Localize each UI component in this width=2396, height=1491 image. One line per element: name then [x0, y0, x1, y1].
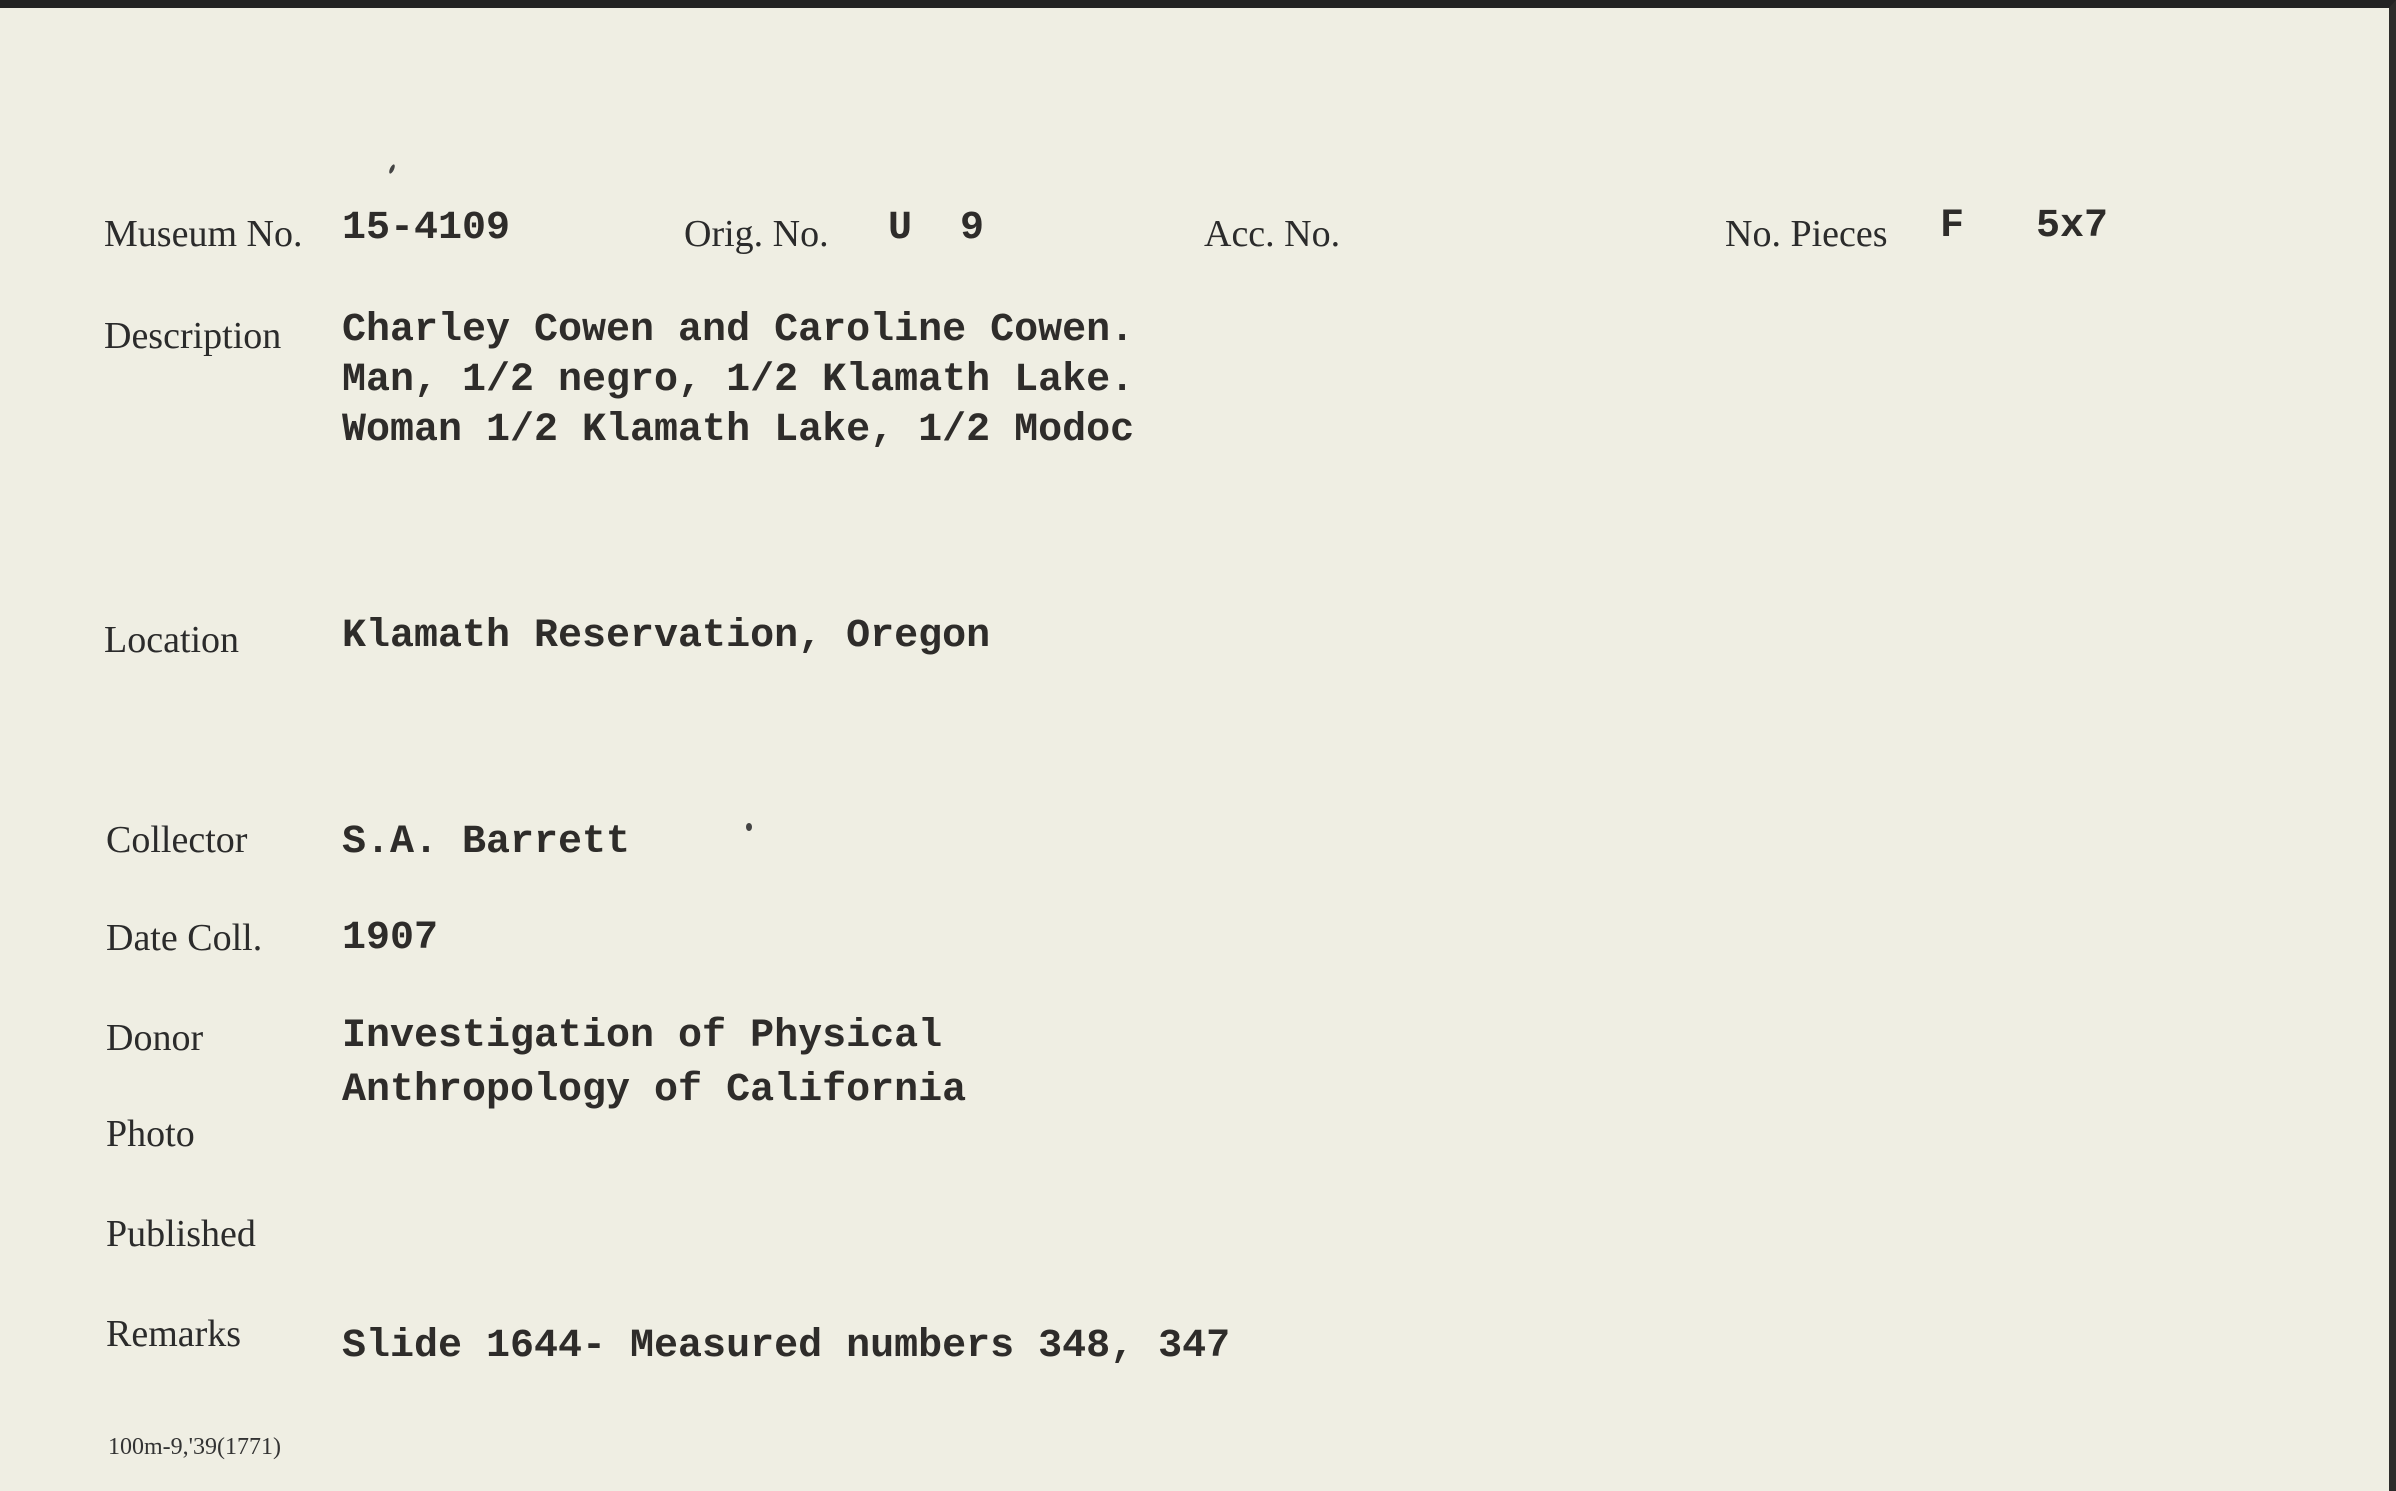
orig-no-value: U 9 [888, 206, 985, 251]
no-pieces-value: F 5x7 [1940, 204, 2109, 249]
collector-label: Collector [106, 819, 248, 861]
description-line: Man, 1/2 negro, 1/2 Klamath Lake. [342, 358, 1135, 403]
collector-value: S.A. Barrett [342, 820, 631, 865]
photo-label: Photo [106, 1113, 195, 1155]
form-code: 100m-9,'39(1771) [108, 1434, 281, 1460]
remarks-label: Remarks [106, 1313, 242, 1355]
museum-no-label: Museum No. [104, 213, 303, 255]
ink-speck [388, 164, 396, 175]
no-pieces-label: No. Pieces [1725, 213, 1888, 255]
description-line: Woman 1/2 Klamath Lake, 1/2 Modoc [342, 408, 1135, 453]
donor-line: Anthropology of California [342, 1068, 967, 1113]
museum-no-value: 15-4109 [342, 206, 511, 251]
description-line: Charley Cowen and Caroline Cowen. [342, 308, 1135, 353]
date-coll-label: Date Coll. [106, 917, 263, 959]
ink-speck [746, 823, 752, 831]
acc-no-label: Acc. No. [1204, 213, 1341, 255]
published-label: Published [106, 1213, 256, 1255]
date-coll-value: 1907 [342, 916, 439, 961]
description-label: Description [104, 315, 282, 357]
orig-no-label: Orig. No. [684, 213, 829, 255]
donor-line: Investigation of Physical [342, 1014, 943, 1059]
remarks-value: Slide 1644- Measured numbers 348, 347 [342, 1324, 1231, 1369]
location-value: Klamath Reservation, Oregon [342, 614, 991, 659]
donor-label: Donor [106, 1017, 204, 1059]
location-label: Location [104, 619, 240, 661]
